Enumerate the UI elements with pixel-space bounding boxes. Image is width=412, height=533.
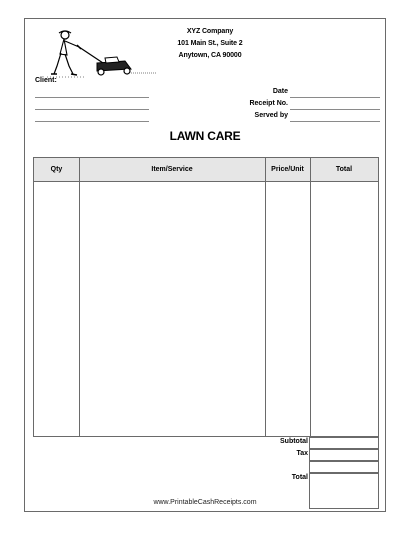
served-by-field[interactable] bbox=[290, 121, 380, 122]
date-label: Date bbox=[272, 88, 288, 95]
column-divider bbox=[310, 158, 311, 436]
receipt-row bbox=[230, 100, 380, 112]
blank-field[interactable] bbox=[309, 461, 379, 473]
column-header-total: Total bbox=[335, 166, 353, 173]
date-row bbox=[230, 88, 380, 100]
company-name: XYZ Company bbox=[186, 28, 234, 35]
total-label: Total bbox=[291, 474, 308, 481]
client-line-2[interactable] bbox=[35, 109, 149, 110]
column-divider bbox=[79, 158, 80, 436]
column-divider bbox=[265, 158, 266, 436]
subtotal-label: Subtotal bbox=[280, 438, 308, 445]
served-by-label: Served by bbox=[254, 112, 288, 119]
receipt-sheet bbox=[24, 18, 386, 512]
company-block bbox=[165, 26, 255, 62]
date-field[interactable] bbox=[290, 97, 380, 98]
subtotal-field[interactable] bbox=[309, 437, 379, 449]
lawn-mower-icon bbox=[45, 29, 161, 87]
receipt-no-field[interactable] bbox=[290, 109, 380, 110]
column-header-qty: Qty bbox=[50, 166, 63, 173]
table-header bbox=[34, 158, 378, 182]
company-address-line1: 101 Main St., Suite 2 bbox=[177, 40, 243, 47]
served-row bbox=[230, 112, 380, 124]
client-label: Client: bbox=[35, 77, 57, 84]
tax-label: Tax bbox=[296, 450, 308, 457]
company-address-line2: Anytown, CA 90000 bbox=[178, 52, 242, 59]
receipt-no-label: Receipt No. bbox=[249, 100, 288, 107]
client-line-1[interactable] bbox=[35, 97, 149, 98]
document-title: LAWN CARE bbox=[169, 129, 241, 143]
client-line-3[interactable] bbox=[35, 121, 149, 122]
footer-website[interactable]: www.PrintableCashReceipts.com bbox=[153, 499, 257, 506]
items-table bbox=[33, 157, 379, 437]
column-header-item: Item/Service bbox=[151, 166, 193, 173]
tax-field[interactable] bbox=[309, 449, 379, 461]
column-header-price: Price/Unit bbox=[271, 166, 304, 173]
